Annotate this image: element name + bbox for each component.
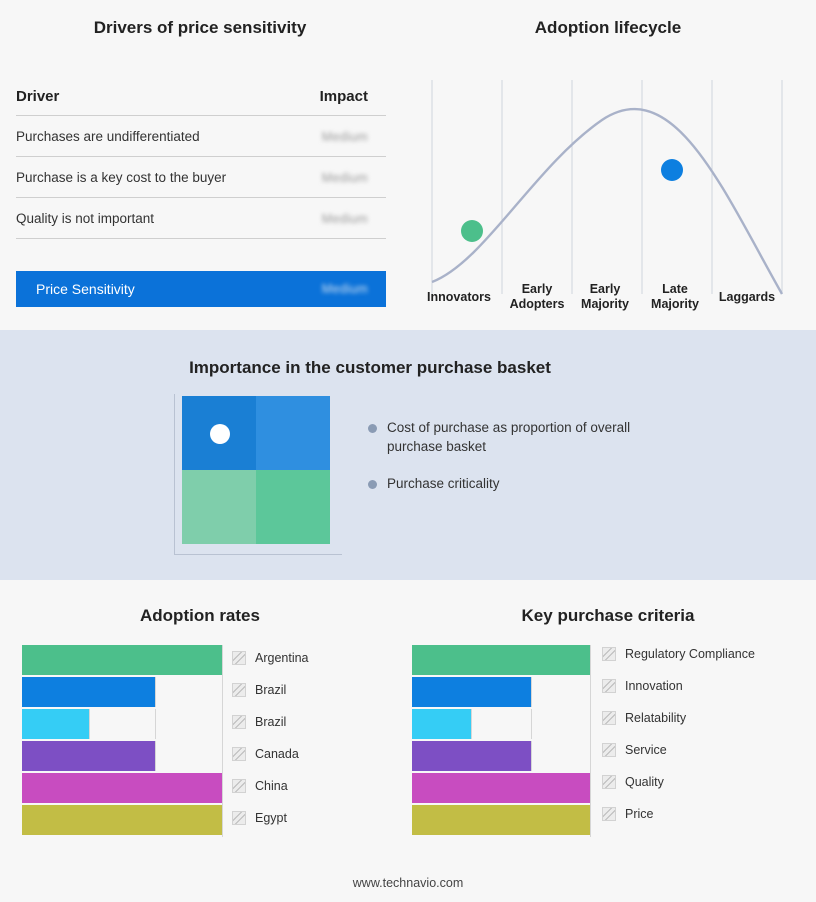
bell-curve-path [432, 109, 782, 294]
bar [22, 645, 222, 675]
lifecycle-panel [400, 0, 816, 330]
category-label: Regulatory Compliance [625, 647, 755, 661]
driver-name: Purchases are undifferentiated [16, 116, 297, 157]
matrix-y-axis [174, 394, 175, 554]
bar [412, 677, 531, 707]
driver-name: Purchase is a key cost to the buyer [16, 157, 297, 198]
basket-legend [368, 418, 668, 511]
pattern-swatch-icon [602, 743, 616, 757]
category-label: Quality [625, 775, 664, 789]
bar [22, 741, 155, 771]
category-label: Brazil [255, 683, 287, 697]
legend-item [232, 674, 392, 706]
bullet-icon [368, 424, 377, 433]
pattern-swatch-icon [232, 811, 246, 825]
legend-item [602, 798, 812, 830]
category-label: Canada [255, 747, 299, 761]
driver-impact [297, 116, 386, 157]
pattern-swatch-icon [602, 679, 616, 693]
bullet-icon [368, 480, 377, 489]
category-label: China [255, 779, 288, 793]
legend-item [232, 738, 392, 770]
bar-separator [412, 835, 590, 837]
basket-position-marker [210, 424, 230, 444]
drivers-panel [0, 0, 400, 330]
bar [412, 805, 590, 835]
pattern-swatch-icon [602, 775, 616, 789]
legend-item [602, 638, 812, 670]
pattern-swatch-icon [232, 779, 246, 793]
pattern-swatch-icon [602, 807, 616, 821]
category-label: Argentina [255, 651, 309, 665]
top-band [0, 0, 816, 330]
lifecycle-chart [424, 72, 808, 317]
segment-label-early-majority: Early Majority [581, 282, 629, 311]
pattern-swatch-icon [232, 747, 246, 761]
category-label: Service [625, 743, 667, 757]
table-row [16, 157, 386, 198]
footer-url: www.technavio.com [352, 876, 464, 890]
legend-item [368, 474, 668, 493]
price-sensitivity-label: Price Sensitivity [36, 281, 135, 297]
price-sensitivity-value: Medium [321, 282, 368, 296]
adoption-rates-bars [22, 645, 222, 837]
purchase-criteria-categories [602, 638, 812, 830]
segment-label-laggards: Laggards [718, 290, 776, 304]
legend-item [232, 706, 392, 738]
blue-marker [661, 159, 683, 181]
legend-item [602, 670, 812, 702]
impact-value: Medium [321, 171, 368, 185]
green-marker [461, 220, 483, 242]
bar [412, 773, 590, 803]
adoption-rates-title: Adoption rates [140, 606, 260, 625]
purchase-criteria-bars [412, 645, 590, 837]
bar [22, 677, 155, 707]
bar [412, 709, 471, 739]
legend-item [602, 766, 812, 798]
legend-item [368, 418, 668, 456]
impact-value: Medium [321, 212, 368, 226]
category-label: Brazil [255, 715, 287, 729]
column-header-impact: Impact [297, 88, 386, 116]
bar [412, 645, 590, 675]
pattern-swatch-icon [232, 651, 246, 665]
table-row [16, 198, 386, 239]
pattern-swatch-icon [232, 715, 246, 729]
driver-impact [297, 198, 386, 239]
bar [22, 805, 222, 835]
grid-line [590, 645, 591, 837]
bar [412, 741, 531, 771]
drivers-title: Drivers of price sensitivity [93, 18, 307, 37]
bar [22, 773, 222, 803]
quadrant-top-right [256, 396, 330, 470]
bar [22, 709, 89, 739]
drivers-table [16, 88, 386, 239]
bottom-band [0, 580, 816, 902]
table-row [16, 116, 386, 157]
driver-name: Quality is not important [16, 198, 297, 239]
legend-item [232, 802, 392, 834]
segment-label-early-adopters: Early Adopters [509, 282, 565, 311]
adoption-rates-categories [232, 642, 392, 834]
pattern-swatch-icon [602, 711, 616, 725]
impact-value: Medium [321, 130, 368, 144]
bar-separator [22, 835, 222, 837]
table-header-row [16, 88, 386, 116]
segment-label-late-majority: Late Majority [651, 282, 699, 311]
lifecycle-curve-svg [424, 72, 808, 317]
quadrant-bottom-right [256, 470, 330, 544]
legend-label: Purchase criticality [387, 476, 500, 491]
quadrant-bottom-left [182, 470, 256, 544]
grid-line [222, 645, 223, 837]
basket-matrix [182, 396, 330, 544]
legend-label: Cost of purchase as proportion of overall purchase basket [387, 420, 631, 454]
category-label: Innovation [625, 679, 683, 693]
category-label: Relatability [625, 711, 687, 725]
category-label: Price [625, 807, 654, 821]
lifecycle-title: Adoption lifecycle [534, 18, 682, 37]
legend-item [232, 770, 392, 802]
pattern-swatch-icon [602, 647, 616, 661]
driver-impact [297, 157, 386, 198]
pattern-swatch-icon [232, 683, 246, 697]
basket-title: Importance in the customer purchase basket [189, 358, 551, 377]
category-label: Egypt [255, 811, 287, 825]
legend-item [602, 734, 812, 766]
matrix-x-axis [174, 554, 342, 555]
price-sensitivity-summary [16, 271, 386, 307]
basket-panel [0, 330, 816, 580]
purchase-criteria-title: Key purchase criteria [521, 606, 695, 625]
segment-label-innovators: Innovators [427, 290, 491, 304]
column-header-driver: Driver [16, 88, 297, 116]
legend-item [232, 642, 392, 674]
legend-item [602, 702, 812, 734]
